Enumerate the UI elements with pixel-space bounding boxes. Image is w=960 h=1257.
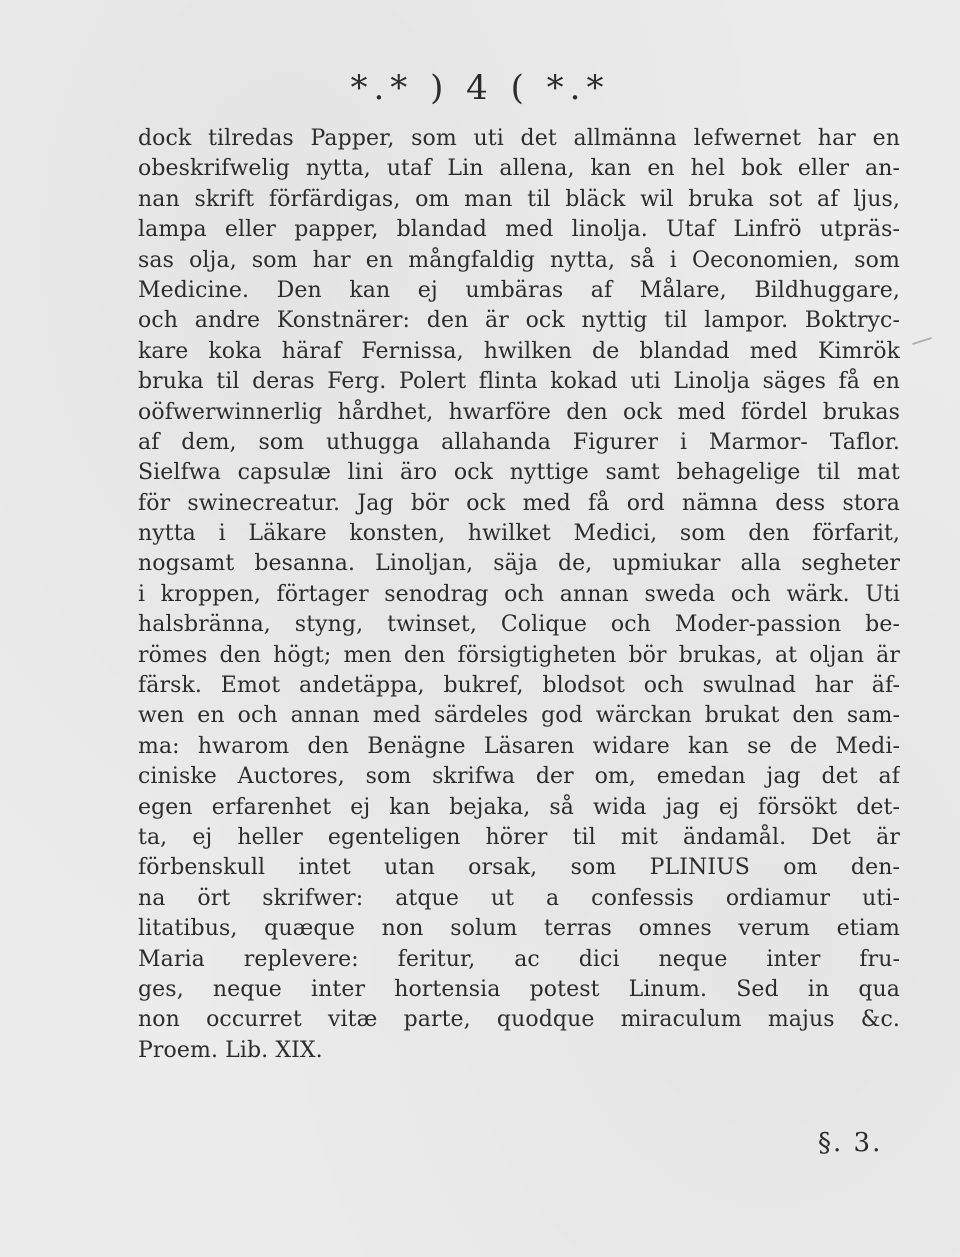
margin-mark — [912, 337, 932, 345]
text-line: färsk. Emot andetäppa, bukref, blodsot och swulnad har äf- — [138, 673, 900, 699]
text-line: bruka til deras Ferg. Polert flinta kokad uti Linolja säges få en — [138, 369, 900, 395]
text-line: förbenskull intet utan orsak, som PLINIUS om den- — [138, 855, 900, 881]
text-line: na ört skrifwer: atque ut a confessis ordiamur uti- — [138, 885, 900, 911]
text-line: ta, ej heller egenteligen hörer til mit ändamål. Det är — [138, 824, 900, 850]
text-line: nan skrift förfärdigas, om man til bläck wil bruka sot af ljus, — [138, 186, 900, 212]
text-line: för swinecreatur. Jag bör ock med få ord nämna dess stora — [138, 490, 900, 516]
text-line: oöfwerwinnerlig hårdhet, hwarföre den ock med fördel brukas — [138, 399, 900, 425]
catchword: §. 3. — [818, 1128, 883, 1158]
text-line: obeskrifwelig nytta, utaf Lin allena, kan en hel bok eller an- — [138, 156, 900, 182]
text-line: Medicine. Den kan ej umbäras af Målare, Bildhuggare, — [138, 277, 900, 303]
text-line: non occurret vitæ parte, quodque miraculum majus &c. — [138, 1007, 900, 1033]
text-line: ges, neque inter hortensia potest Linum. Sed in qua — [138, 976, 900, 1002]
text-line: dock tilredas Papper, som uti det allmänna lefwernet har en — [138, 126, 900, 151]
text-line: ma: hwarom den Benägne Läsaren widare kan se de Medi- — [138, 733, 900, 759]
text-line: nytta i Läkare konsten, hwilket Medici, som den förfarit, — [138, 521, 900, 547]
text-line: halsbränna, styng, twinset, Colique och Moder-passion be- — [138, 612, 900, 638]
text-line: kare koka häraf Fernissa, hwilken de blandad med Kimrök — [138, 338, 900, 364]
text-line: egen erfarenhet ej kan bejaka, så wida jag ej försökt det- — [138, 794, 900, 820]
text-line: römes den högt; men den försigtigheten bör brukas, at oljan är — [138, 642, 900, 668]
text-line: litatibus, quæque non solum terras omnes verum etiam — [138, 916, 900, 942]
text-line-last: Proem. Lib. XIX. — [138, 1037, 323, 1063]
text-line: wen en och annan med särdeles god wärckan brukat den sam- — [138, 703, 900, 729]
text-line: ciniske Auctores, som skrifwa der om, emedan jag det af — [138, 764, 900, 790]
body-text — [138, 124, 900, 1066]
text-line: och andre Konstnärer: den är ock nyttig til lampor. Boktryc- — [138, 308, 900, 334]
text-line: Sielfwa capsulæ lini äro ock nyttige samt behagelige til mat — [138, 460, 900, 486]
text-line: Maria replevere: feritur, ac dici neque inter fru- — [138, 946, 900, 972]
text-line: i kroppen, förtager senodrag och annan sweda och wärk. Uti — [138, 581, 900, 607]
text-line: af dem, som uthugga allahanda Figurer i Marmor- Taflor. — [138, 429, 900, 455]
page-header: *.* ) 4 ( *.* — [350, 68, 610, 108]
text-line: sas olja, som har en mångfaldig nytta, så i Oeconomien, som — [138, 247, 900, 273]
text-line: nogsamt besanna. Linoljan, säja de, upmiukar alla segheter — [138, 551, 900, 577]
text-line: lampa eller papper, blandad med linolja. Utaf Linfrö utpräs- — [138, 217, 900, 243]
